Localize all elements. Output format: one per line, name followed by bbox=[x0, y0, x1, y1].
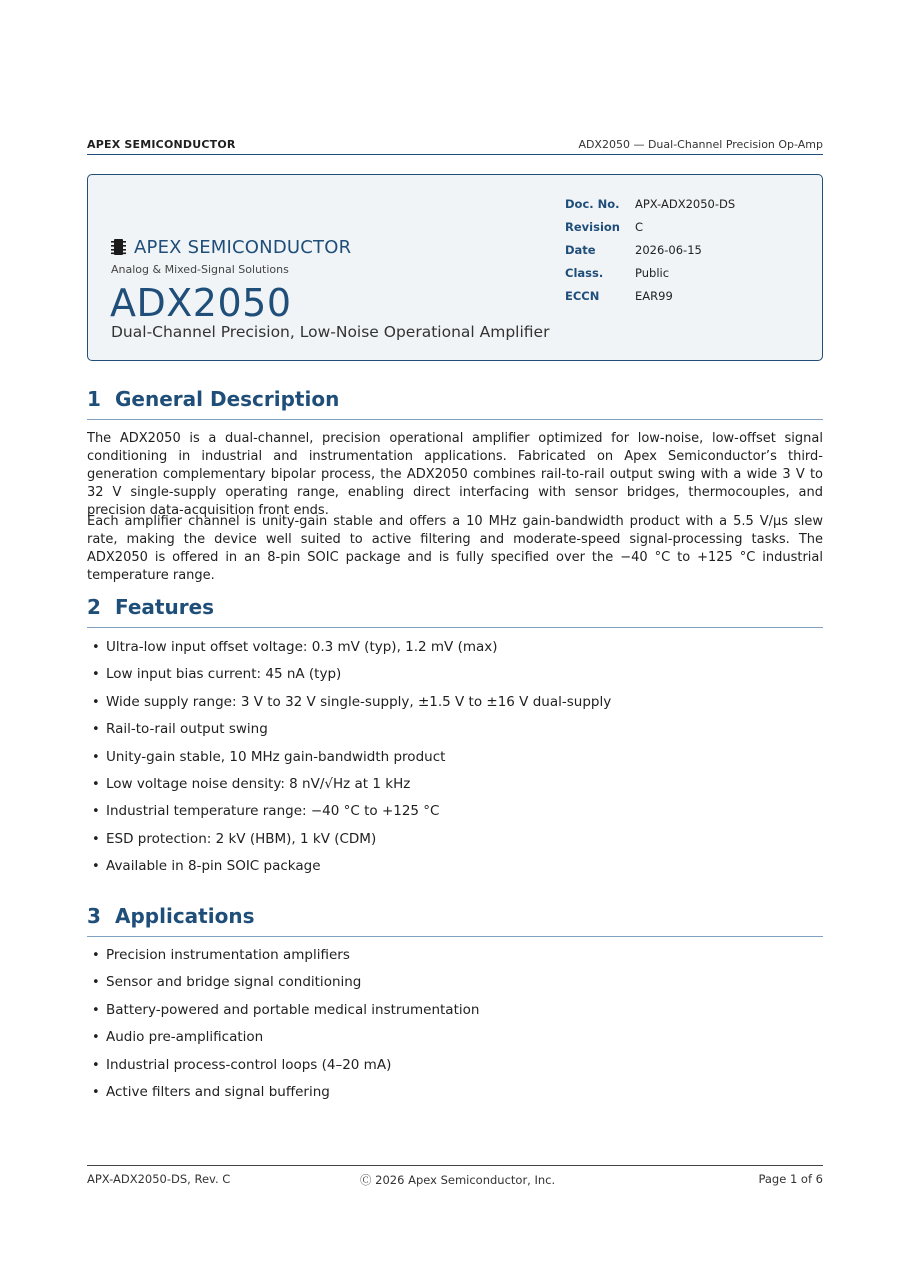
list-item: • Industrial process-control loops (4–20 mA) bbox=[92, 1056, 392, 1073]
header-doc-title: ADX2050 — Dual-Channel Precision Op-Amp bbox=[578, 138, 823, 151]
list-item-text: Low voltage noise density: 8 nV/√Hz at 1 kHz bbox=[106, 775, 411, 792]
part-number: ADX2050 bbox=[110, 281, 292, 325]
meta-key: ECCN bbox=[565, 289, 600, 303]
list-item-text: Precision instrumentation amplifiers bbox=[106, 947, 350, 963]
list-item: • Ultra-low input offset voltage: 0.3 mV (typ), 1.2 mV (max) bbox=[92, 639, 498, 655]
meta-row-revision bbox=[565, 217, 805, 240]
description-paragraph: Each amplifier channel is unity-gain stable and offers a 10 MHz gain-bandwidth product with a 5.5 V/µs slew rate, making the device well suited to active filtering and moderate-speed signal-processing tasks. The ADX2050 is offered in an 8-pin SOIC package and is fully specified over the −40 °C to +125 °C industrial temperature range. bbox=[87, 514, 823, 583]
section-title: Applications bbox=[115, 904, 255, 928]
list-item: • Audio pre-amplification bbox=[92, 1029, 264, 1046]
applications-list bbox=[87, 947, 823, 1111]
meta-key: Date bbox=[565, 243, 596, 257]
list-item-text: Active filters and signal buffering bbox=[106, 1083, 330, 1100]
list-item: • ESD protection: 2 kV (HBM), 1 kV (CDM) bbox=[92, 830, 377, 847]
description-paragraph: The ADX2050 is a dual-channel, precision operational amplifier optimized for low-noise, low-offset signal conditioning in industrial and instrumentation applications. Fabricated on Apex Semiconductor’s third-generation complementary bipolar process, the ADX2050 combines rail-to-rail output swing with a wide 3 V to 32 V single-supply operating range, enabling direct interfacing with sensor bridges, thermocouples, and precision data-acquisition front ends. bbox=[87, 431, 823, 518]
list-item-text: Ultra-low input offset voltage: 0.3 mV (typ), 1.2 mV (max) bbox=[106, 639, 498, 655]
section-title: General Description bbox=[115, 387, 340, 411]
brand-tagline: Analog & Mixed-Signal Solutions bbox=[111, 263, 289, 276]
list-item-text: Industrial process-control loops (4–20 mA) bbox=[106, 1056, 392, 1073]
list-item-text: Available in 8-pin SOIC package bbox=[106, 858, 321, 875]
list-item: • Rail-to-rail output swing bbox=[92, 721, 268, 738]
meta-row-eccn bbox=[565, 286, 805, 309]
meta-key: Class. bbox=[565, 266, 604, 280]
meta-value: Public bbox=[635, 266, 670, 280]
section-title: Features bbox=[115, 595, 215, 619]
meta-row-classification bbox=[565, 263, 805, 286]
datasheet-page bbox=[87, 0, 823, 1287]
title-block bbox=[87, 174, 823, 361]
list-item: • Available in 8-pin SOIC package bbox=[92, 858, 321, 875]
list-item-text: Sensor and bridge signal conditioning bbox=[106, 974, 362, 991]
part-description: Dual-Channel Precision, Low-Noise Operational Amplifier bbox=[111, 323, 550, 341]
list-item: • Low voltage noise density: 8 nV/√Hz at 1 kHz bbox=[92, 775, 411, 792]
running-footer bbox=[87, 1165, 823, 1187]
list-item-text: ESD protection: 2 kV (HBM), 1 kV (CDM) bbox=[106, 830, 377, 847]
list-item-text: Low input bias current: 45 nA (typ) bbox=[106, 666, 342, 683]
document-metadata bbox=[565, 194, 805, 309]
footer-doc-ref: APX-ADX2050-DS, Rev. C bbox=[87, 1172, 231, 1186]
list-item: • Battery-powered and portable medical instrumentation bbox=[92, 1001, 480, 1018]
meta-key: Doc. No. bbox=[565, 197, 620, 211]
list-item-text: Audio pre-amplification bbox=[106, 1029, 264, 1046]
running-header bbox=[87, 138, 823, 155]
list-item-text: Unity-gain stable, 10 MHz gain-bandwidth product bbox=[106, 748, 446, 765]
meta-row-doc-no bbox=[565, 194, 805, 217]
meta-value: EAR99 bbox=[635, 289, 673, 303]
list-item: • Sensor and bridge signal conditioning bbox=[92, 974, 362, 991]
list-item: • Wide supply range: 3 V to 32 V single-supply, ±1.5 V to ±16 V dual-supply bbox=[92, 693, 612, 710]
meta-value: APX-ADX2050-DS bbox=[635, 197, 736, 211]
list-item: • Industrial temperature range: −40 °C to +125 °C bbox=[92, 803, 440, 820]
footer-copyright: Ⓒ 2026 Apex Semiconductor, Inc. bbox=[360, 1173, 556, 1187]
section-heading-general-description bbox=[87, 387, 823, 420]
brand-row bbox=[111, 235, 351, 259]
meta-key: Revision bbox=[565, 220, 620, 234]
list-item-text: Rail-to-rail output swing bbox=[106, 721, 268, 738]
meta-row-date bbox=[565, 240, 805, 263]
footer-page-number: Page 1 of 6 bbox=[758, 1172, 823, 1186]
list-item-text: Industrial temperature range: −40 °C to +125 °C bbox=[106, 803, 440, 820]
list-item: • Active filters and signal buffering bbox=[92, 1083, 330, 1100]
list-item-text: Wide supply range: 3 V to 32 V single-supply, ±1.5 V to ±16 V dual-supply bbox=[106, 693, 612, 710]
section-number: 2 bbox=[87, 595, 101, 619]
list-item: • Low input bias current: 45 nA (typ) bbox=[92, 666, 342, 683]
section-number: 1 bbox=[87, 387, 101, 411]
section-heading-applications bbox=[87, 904, 823, 937]
list-item: • Precision instrumentation amplifiers bbox=[92, 947, 350, 963]
list-item: • Unity-gain stable, 10 MHz gain-bandwidth product bbox=[92, 748, 446, 765]
brand-name: APEX SEMICONDUCTOR bbox=[134, 236, 352, 258]
meta-value: 2026-06-15 bbox=[635, 243, 702, 257]
list-item-text: Battery-powered and portable medical instrumentation bbox=[106, 1001, 480, 1018]
section-number: 3 bbox=[87, 904, 101, 928]
features-list bbox=[87, 639, 823, 886]
section-heading-features bbox=[87, 595, 823, 628]
meta-value: C bbox=[635, 220, 644, 234]
chip-icon bbox=[111, 238, 126, 256]
header-company: APEX SEMICONDUCTOR bbox=[87, 138, 236, 151]
